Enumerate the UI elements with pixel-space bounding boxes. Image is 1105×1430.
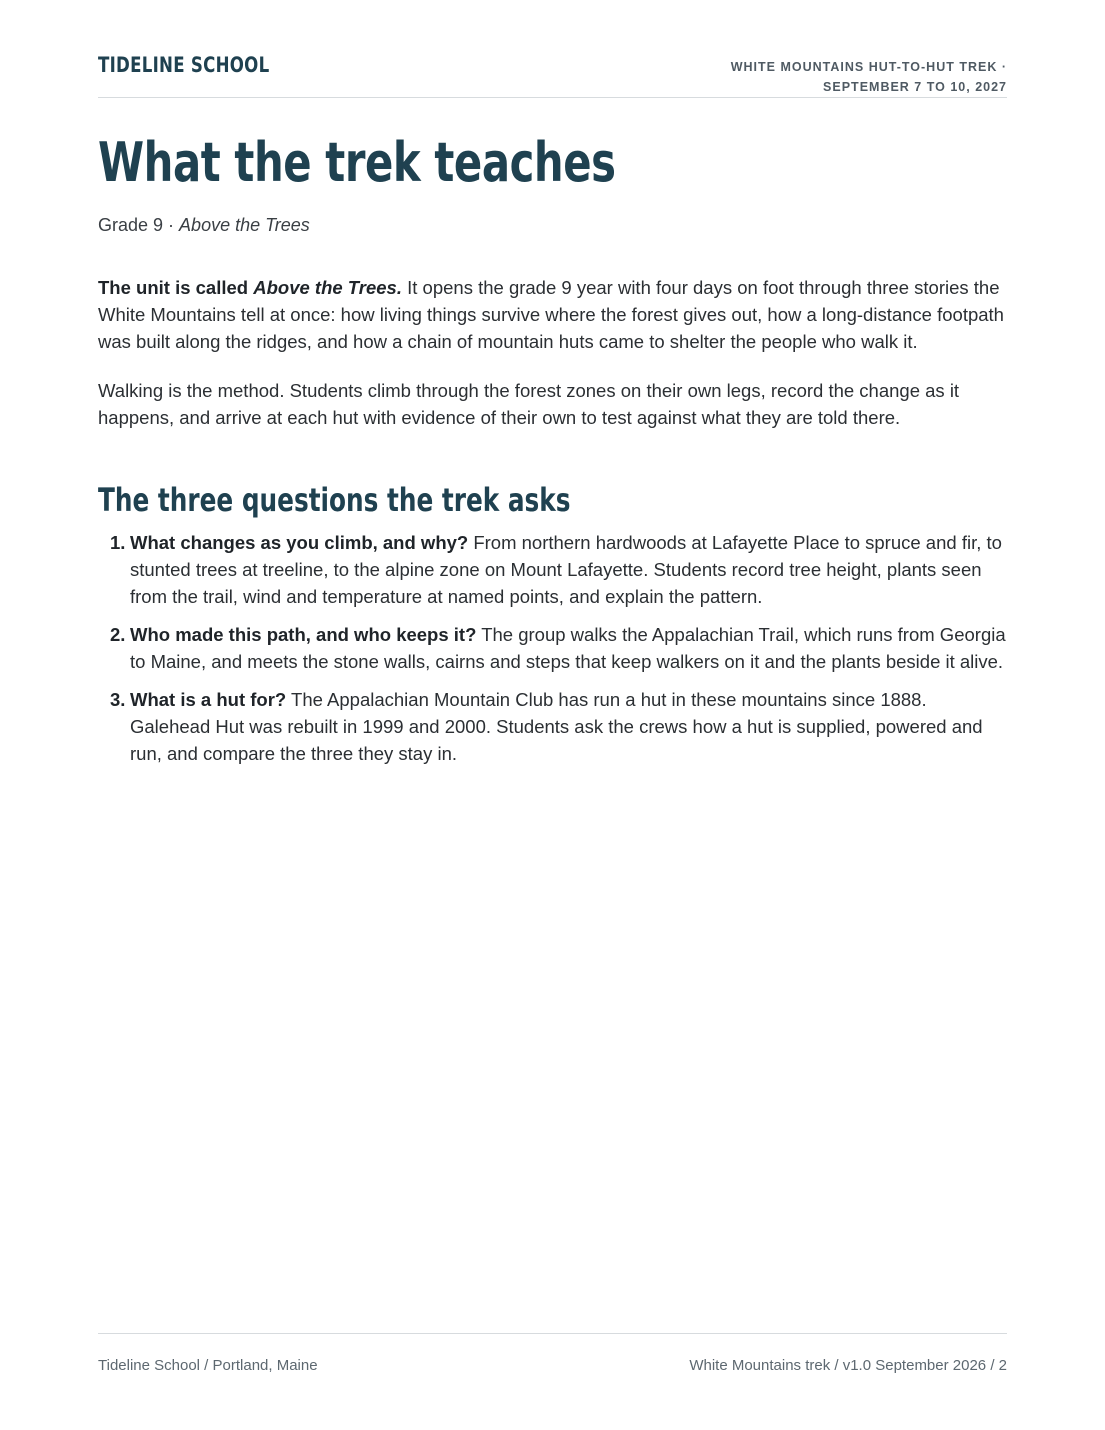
method-paragraph: Walking is the method. Students climb through the forest zones on their own legs, record the change as it happens, and arrive at each hut with evidence of their own to test against what they are told there. bbox=[98, 380, 960, 428]
question-text: What changes as you climb, and why? bbox=[130, 532, 469, 553]
question-detail: The Appalachian Mountain Club has run a hut in these mountains since 1888. Galehead Hut was rebuilt in 1999 and 2000. Students ask the crews how a hut is supplied, powered and run, and compare the three they stay in. bbox=[130, 689, 983, 764]
intro-lead-text: The unit is called bbox=[98, 277, 254, 298]
questions-list bbox=[98, 529, 1007, 778]
list-number: 1. bbox=[110, 532, 126, 553]
grade-label: Grade 9 · bbox=[98, 215, 180, 235]
question-text: What is a hut for? bbox=[130, 689, 287, 710]
document-page bbox=[98, 0, 1007, 1430]
intro-unit-name: Above the Trees. bbox=[253, 277, 402, 298]
list-number: 3. bbox=[110, 689, 126, 710]
question-text: Who made this path, and who keeps it? bbox=[130, 624, 477, 645]
footer-school: Tideline School / Portland, Maine bbox=[98, 1357, 318, 1374]
page-footer bbox=[98, 1333, 1007, 1384]
intro-paragraph bbox=[98, 274, 1007, 355]
page-header bbox=[98, 52, 1007, 98]
trip-title: WHITE MOUNTAINS HUT-TO-HUT TREK · bbox=[730, 60, 1007, 74]
school-name: TIDELINE SCHOOL bbox=[98, 53, 270, 77]
page-subtitle bbox=[98, 215, 310, 236]
trip-info bbox=[731, 57, 1007, 97]
question-detail: The group walks the Appalachian Trail, which runs from Georgia to Maine, and meets the stone walls, cairns and steps that keep walkers on it and the plants beside it alive. bbox=[130, 624, 1006, 672]
section-heading: The three questions the trek asks bbox=[98, 481, 571, 519]
trip-dates: SEPTEMBER 7 TO 10, 2027 bbox=[823, 80, 1007, 94]
unit-name: Above the Trees bbox=[179, 215, 310, 235]
footer-version: White Mountains trek / v1.0 September 2026 / 2 bbox=[689, 1357, 1007, 1374]
list-number: 2. bbox=[110, 624, 126, 645]
intro-body: It opens the grade 9 year with four days on foot through three stories the White Mountains tell at once: how living things survive where the forest gives out, how a long-distance footpath was built along the ridges, and how a chain of mountain huts came to shelter the people who walk it. bbox=[98, 277, 1004, 352]
question-detail: From northern hardwoods at Lafayette Place to spruce and fir, to stunted trees at treeline, to the alpine zone on Mount Lafayette. Students record tree height, plants seen from the trail, wind and temperature at named points, and explain the pattern. bbox=[130, 532, 1002, 607]
list-item bbox=[98, 621, 1007, 675]
list-item bbox=[98, 686, 1007, 767]
page-title: What the trek teaches bbox=[98, 131, 616, 194]
list-item bbox=[98, 529, 1007, 610]
intro-lead bbox=[98, 277, 402, 298]
